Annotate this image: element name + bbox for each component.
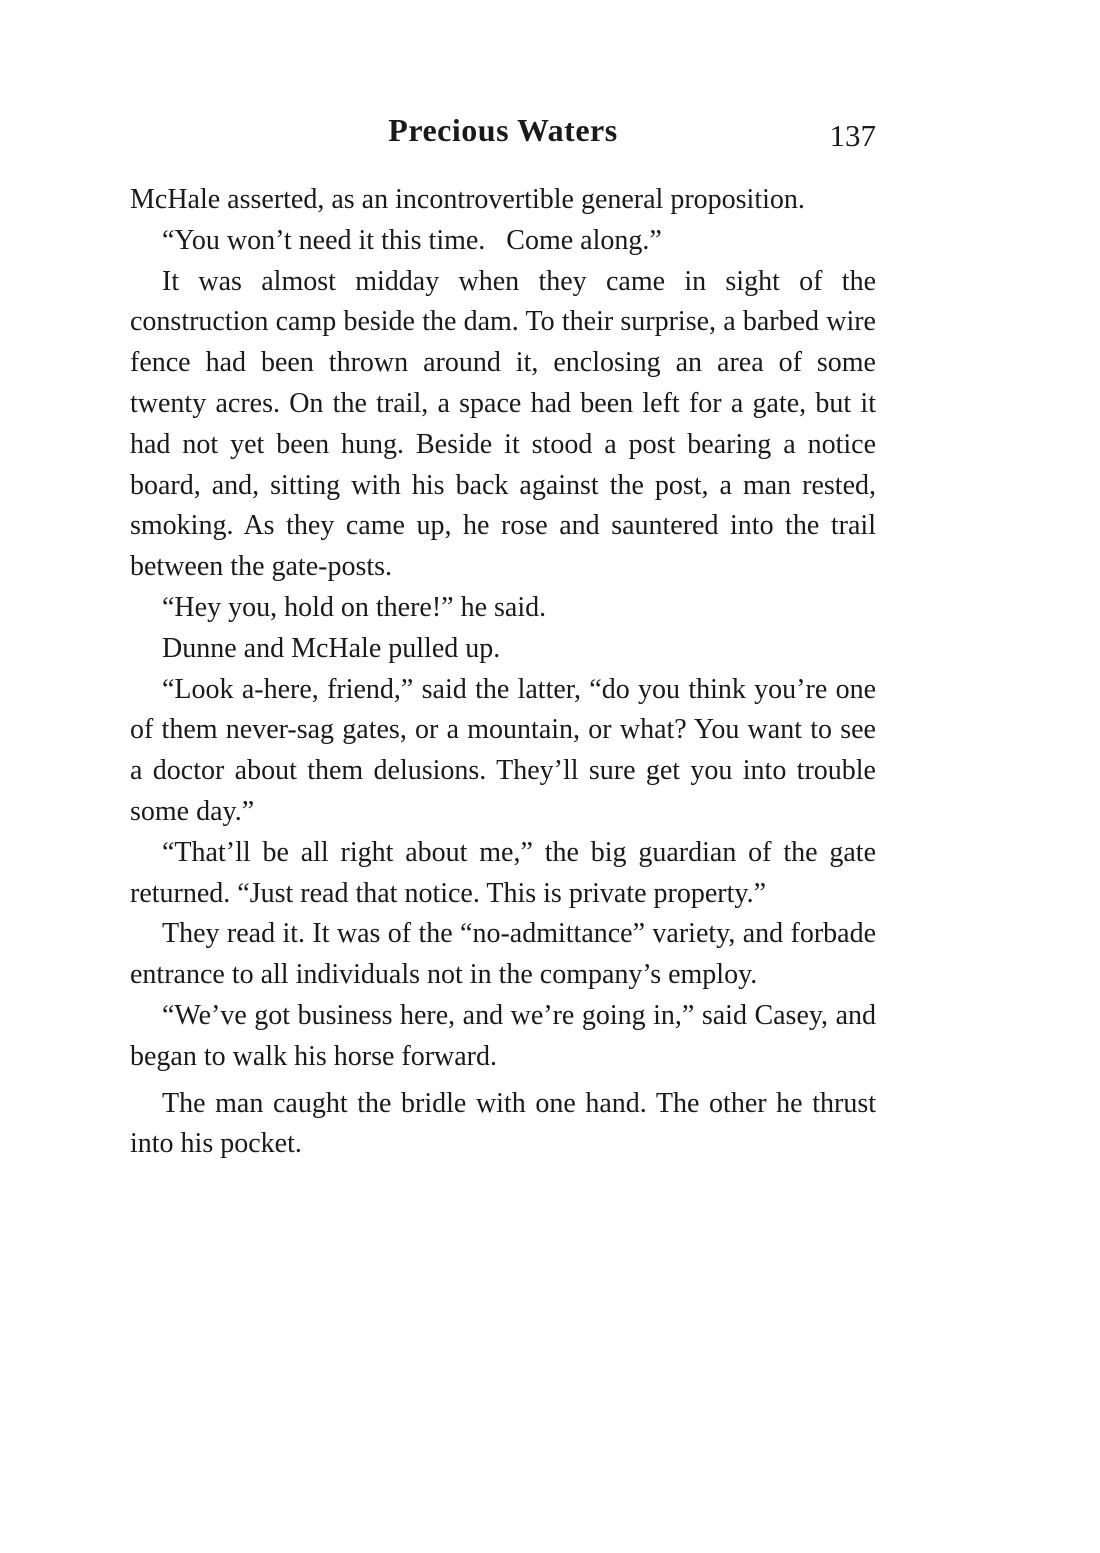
page-number: 137 — [829, 118, 876, 153]
paragraph-continued: McHale asserted, as an incontrovertible general proposition. — [130, 184, 805, 215]
paragraph: It was almost midday when they came in sight of the construction camp beside the dam. To their surprise, a barbed wire fence had been thrown around it, enclosing an area of some twenty acres. On the trail, a space had been left for a gate, but it had not yet been hung. Beside it stood a post bearing a notice board, and, sitting with his back against the post, a man rested, smoking. As they came up, he rose and sauntered into the trail between the gate-posts. — [130, 265, 876, 583]
body-text — [130, 180, 876, 1165]
paragraph: “Hey you, hold on there!” he said. — [162, 591, 547, 623]
paragraph: “Look a-here, friend,” said the latter, “do you think you’re one of them never-sag gates, or a mountain, or what? You want to see a doctor about them delusions. They’ll sure get you into trouble some day.” — [130, 673, 876, 827]
paragraph: “That’ll be all right about me,” the big guardian of the gate returned. “Just read that notice. This is private property.” — [130, 836, 876, 909]
paragraph: The man caught the bridle with one hand. The other he thrust into his pocket. — [130, 1087, 876, 1160]
paragraph: “We’ve got business here, and we’re going in,” said Casey, and began to walk his horse forward. — [130, 999, 876, 1072]
running-head — [130, 112, 876, 162]
running-title: Precious Waters — [388, 112, 618, 148]
paragraph: They read it. It was of the “no-admittance” variety, and forbade entrance to all individuals not in the company’s employ. — [130, 918, 876, 991]
paragraph: “You won’t need it this time. Come along.” — [162, 224, 662, 256]
paragraph: Dunne and McHale pulled up. — [162, 632, 501, 664]
